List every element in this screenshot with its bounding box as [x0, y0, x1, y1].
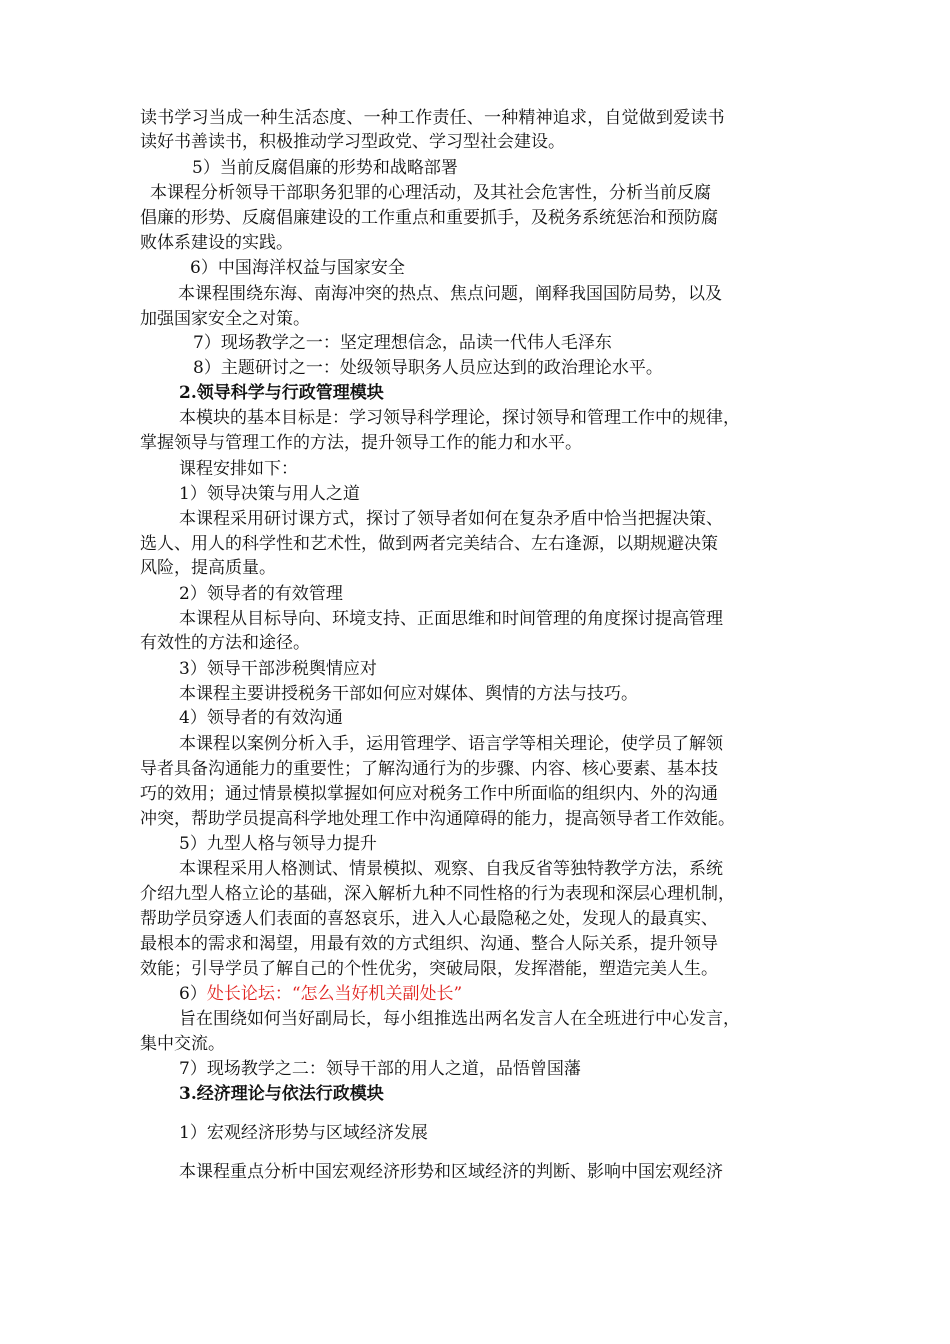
text-line: 本课程以案例分析入手，运用管理学、语言学等相关理论，使学员了解领: [179, 734, 723, 754]
text-line: 有效性的方法和途径。: [140, 633, 310, 653]
text-line: 掌握领导与管理工作的方法，提升领导工作的能力和水平。: [140, 433, 582, 453]
text-line: 加强国家安全之对策。: [140, 309, 310, 329]
list-heading: 5）当前反腐倡廉的形势和战略部署: [192, 158, 458, 178]
text-line: 最根本的需求和渴望，用最有效的方式组织、沟通、整合人际关系，提升领导: [140, 934, 718, 954]
text-line: 本课程重点分析中国宏观经济形势和区域经济的判断、影响中国宏观经济: [179, 1162, 723, 1182]
section-heading: 3.经济理论与依法行政模块: [179, 1084, 384, 1104]
list-heading: 1）宏观经济形势与区域经济发展: [179, 1123, 428, 1143]
list-heading: 1）领导决策与用人之道: [179, 484, 360, 504]
text-line: 帮助学员穿透人们表面的喜怒哀乐，进入人心最隐秘之处，发现人的最真实、: [140, 909, 718, 929]
list-heading: 7）现场教学之二：领导干部的用人之道，品悟曾国藩: [179, 1059, 581, 1079]
list-heading: 8）主题研讨之一：处级领导职务人员应达到的政治理论水平。: [193, 358, 663, 378]
text-line: 介绍九型人格立论的基础，深入解析九种不同性格的行为表现和深层心理机制，: [140, 884, 735, 904]
text-line: 本课程主要讲授税务干部如何应对媒体、舆情的方法与技巧。: [179, 684, 638, 704]
text-line: 本课程采用人格测试、情景模拟、观察、自我反省等独特教学方法，系统: [179, 859, 723, 879]
list-heading: 2）领导者的有效管理: [179, 584, 343, 604]
text-line: 效能；引导学员了解自己的个性优劣，突破局限，发挥潜能，塑造完美人生。: [140, 959, 718, 979]
text-line: 读好书善读书，积极推动学习型政党、学习型社会建设。: [140, 132, 565, 152]
list-number: 6）: [179, 984, 207, 1004]
text-line: 旨在围绕如何当好副局长，每小组推选出两名发言人在全班进行中心发言，: [179, 1009, 740, 1029]
text-line: 本课程采用研讨课方式，探讨了领导者如何在复杂矛盾中恰当把握决策、: [179, 509, 723, 529]
text-line: 冲突，帮助学员提高科学地处理工作中沟通障碍的能力，提高领导者工作效能。: [140, 809, 735, 829]
text-line: 本模块的基本目标是：学习领导科学理论，探讨领导和管理工作中的规律，: [179, 408, 740, 428]
text-line: 败体系建设的实践。: [140, 233, 293, 253]
text-line: 本课程从目标导向、环境支持、正面思维和时间管理的角度探讨提高管理: [179, 609, 723, 629]
text-line: 风险，提高质量。: [140, 558, 276, 578]
list-heading: 3）领导干部涉税舆情应对: [179, 659, 377, 679]
text-line: 课程安排如下：: [179, 459, 298, 479]
highlighted-title: 处长论坛：“怎么当好机关副处长”: [206, 984, 463, 1004]
list-heading: [179, 982, 462, 1006]
text-line: 导者具备沟通能力的重要性；了解沟通行为的步骤、内容、核心要素、基本技: [140, 759, 718, 779]
text-line: 本课程分析领导干部职务犯罪的心理活动，及其社会危害性，分析当前反腐: [150, 183, 711, 203]
text-line: 倡廉的形势、反腐倡廉建设的工作重点和重要抓手，及税务系统惩治和预防腐: [140, 208, 718, 228]
list-heading: 6）中国海洋权益与国家安全: [190, 258, 405, 278]
text-line: 选人、用人的科学性和艺术性，做到两者完美结合、左右逢源，以期规避决策: [140, 534, 718, 554]
section-heading: 2.领导科学与行政管理模块: [179, 383, 384, 403]
list-heading: 4）领导者的有效沟通: [179, 708, 343, 728]
text-line: 集中交流。: [140, 1034, 225, 1054]
text-line: 本课程围绕东海、南海冲突的热点、焦点问题，阐释我国国防局势，以及: [178, 284, 722, 304]
list-heading: 5）九型人格与领导力提升: [179, 834, 377, 854]
text-line: 读书学习当成一种生活态度、一种工作责任、一种精神追求，自觉做到爱读书: [140, 108, 725, 128]
list-heading: 7）现场教学之一：坚定理想信念，品读一代伟人毛泽东: [193, 333, 612, 353]
text-line: 巧的效用；通过情景模拟掌握如何应对税务工作中所面临的组织内、外的沟通: [140, 784, 718, 804]
